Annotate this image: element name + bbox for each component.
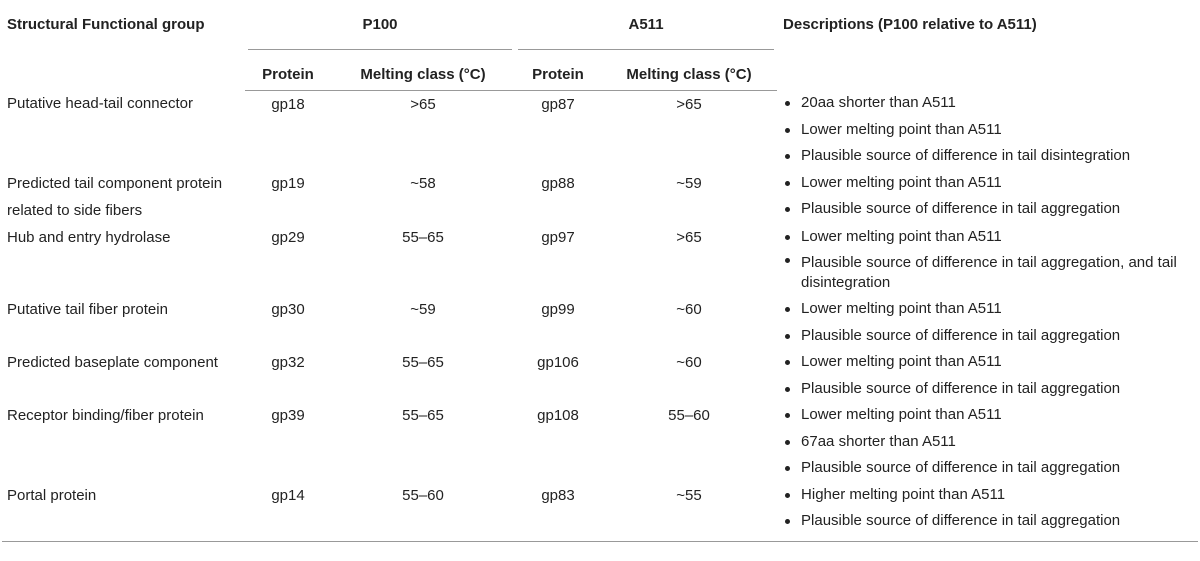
a511-melting-cell: 55–60	[668, 407, 710, 424]
descriptions-list	[777, 170, 1198, 223]
table-row	[2, 349, 1198, 402]
description-item: Lower melting point than A511	[783, 349, 1198, 376]
header-p100: P100	[362, 16, 398, 33]
p100-melting-cell: 55–60	[331, 482, 515, 542]
header-descriptions: Descriptions (P100 relative to A511)	[783, 16, 1037, 33]
p100-melting-cell: 55–65	[402, 354, 444, 371]
description-item: 20aa shorter than A511	[783, 90, 1198, 117]
a511-melting-cell: >65	[676, 95, 702, 113]
descriptions-list	[777, 482, 1198, 535]
a511-protein-cell: gp88	[541, 174, 575, 192]
structural-group-cell	[2, 170, 245, 224]
a511-protein-cell: gp108	[537, 407, 579, 424]
structural-group-cell	[2, 402, 245, 482]
table-row	[2, 170, 1198, 224]
descriptions-cell	[777, 402, 1198, 482]
descriptions-cell	[777, 170, 1198, 224]
header-structural-group: Structural Functional group	[7, 16, 205, 33]
header-a511-melting: Melting class (°C)	[601, 50, 777, 90]
description-item: Plausible source of difference in tail aggregation, and tail disintegration	[783, 250, 1198, 296]
structural-group-text: Predicted baseplate component	[7, 354, 218, 371]
structural-group-text: Portal protein	[7, 486, 97, 504]
table-row	[2, 224, 1198, 297]
a511-protein-cell: gp99	[541, 301, 575, 318]
structural-group-cell	[2, 296, 245, 349]
structural-group-cell	[2, 224, 245, 297]
description-item: Plausible source of difference in tail aggregation	[783, 323, 1198, 350]
description-item: 67aa shorter than A511	[783, 429, 1198, 456]
descriptions-list	[777, 90, 1198, 170]
header-a511-group	[515, 0, 777, 50]
table-body	[2, 90, 1198, 541]
descriptions-cell	[777, 296, 1198, 349]
a511-protein-cell: gp87	[541, 95, 575, 113]
header-p100-group	[245, 0, 515, 50]
description-item: Plausible source of difference in tail aggregation	[783, 508, 1198, 535]
p100-protein-cell: gp19	[271, 174, 305, 192]
header-p100-melting: Melting class (°C)	[331, 50, 515, 90]
description-item: Lower melting point than A511	[783, 224, 1198, 251]
description-item: Plausible source of difference in tail aggregation	[783, 196, 1198, 223]
header-p100-protein: Protein	[245, 50, 331, 90]
p100-melting-cell: ~59	[410, 301, 436, 318]
descriptions-list	[777, 349, 1198, 402]
p100-melting-cell: 55–65	[402, 407, 444, 424]
description-item: Lower melting point than A511	[783, 296, 1198, 323]
descriptions-cell	[777, 90, 1198, 170]
structural-group-text: Predicted tail component protein related to side fibers	[7, 174, 223, 219]
a511-protein-cell: gp97	[541, 228, 575, 246]
structural-group-text: Putative tail fiber protein	[7, 301, 168, 318]
structural-group-text: Hub and entry hydrolase	[7, 228, 171, 246]
p100-protein-cell: gp18	[271, 95, 305, 113]
table-row	[2, 296, 1198, 349]
a511-protein-cell: gp106	[537, 354, 579, 371]
a511-protein-cell: gp83	[515, 482, 601, 542]
p100-protein-cell: gp14	[245, 482, 331, 542]
header-a511: A511	[628, 16, 664, 33]
structural-group-cell	[2, 349, 245, 402]
comparison-table	[2, 0, 1198, 542]
descriptions-list	[777, 402, 1198, 482]
description-item: Lower melting point than A511	[783, 402, 1198, 429]
header-a511-protein: Protein	[515, 50, 601, 90]
a511-melting-cell: ~59	[676, 174, 702, 192]
table-row	[2, 482, 1198, 542]
table-row	[2, 402, 1198, 482]
descriptions-list	[777, 296, 1198, 349]
p100-melting-cell: >65	[410, 95, 436, 113]
a511-melting-cell: ~60	[676, 354, 702, 371]
descriptions-cell	[777, 224, 1198, 297]
description-item: Lower melting point than A511	[783, 170, 1198, 197]
p100-protein-cell: gp39	[271, 407, 305, 424]
p100-protein-cell: gp32	[271, 354, 305, 371]
description-item: Plausible source of difference in tail disintegration	[783, 143, 1198, 170]
description-item: Plausible source of difference in tail aggregation	[783, 455, 1198, 482]
a511-melting-cell: >65	[676, 228, 702, 246]
description-item: Plausible source of difference in tail aggregation	[783, 376, 1198, 403]
p100-protein-cell: gp29	[271, 228, 305, 246]
structural-group-cell	[2, 90, 245, 170]
table-row	[2, 90, 1198, 170]
description-item: Higher melting point than A511	[783, 482, 1198, 509]
description-item: Lower melting point than A511	[783, 117, 1198, 144]
structural-group-cell	[2, 482, 245, 542]
descriptions-list	[777, 224, 1198, 297]
p100-protein-cell: gp30	[271, 301, 305, 318]
descriptions-cell	[777, 349, 1198, 402]
structural-group-text: Receptor binding/fiber protein	[7, 407, 204, 424]
a511-melting-cell: ~55	[601, 482, 777, 542]
descriptions-cell	[777, 482, 1198, 542]
structural-group-text: Putative head-tail connector	[7, 95, 193, 112]
a511-melting-cell: ~60	[676, 301, 702, 318]
p100-melting-cell: ~58	[410, 174, 436, 192]
p100-melting-cell: 55–65	[402, 228, 444, 246]
